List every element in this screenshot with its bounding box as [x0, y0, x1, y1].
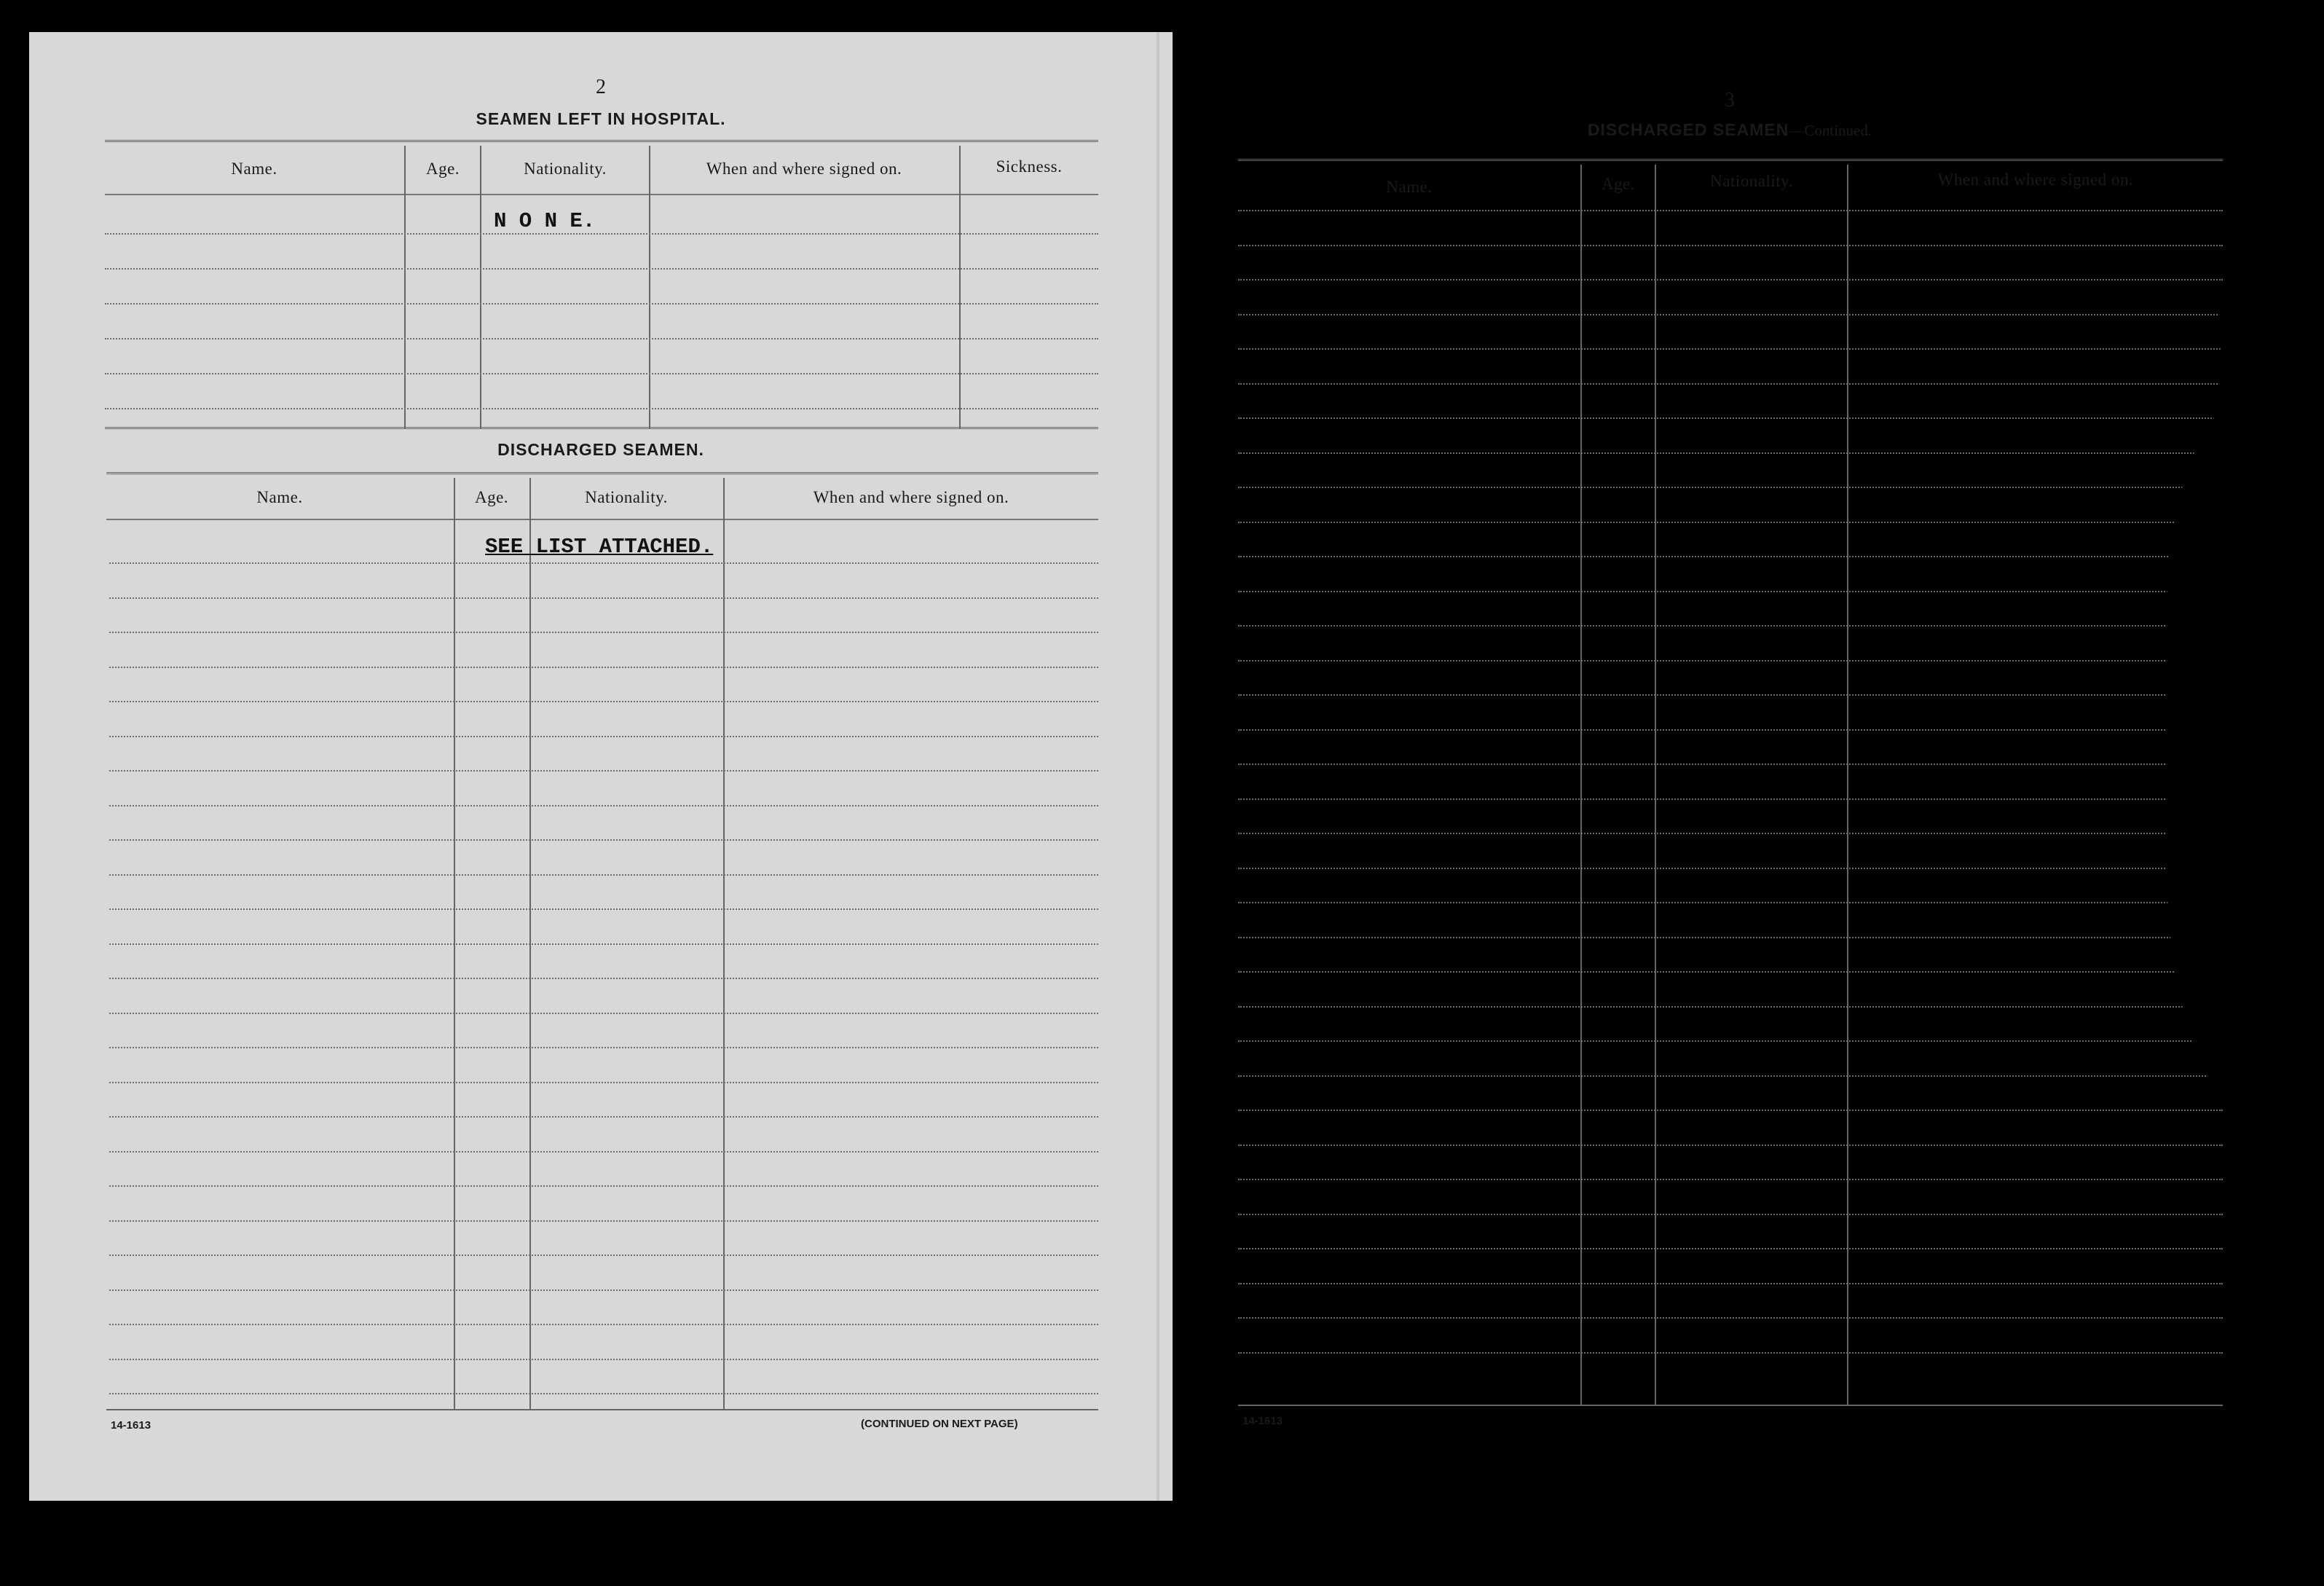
ruled-line [109, 1289, 1098, 1291]
ruled-line [1238, 1040, 2223, 1042]
ruled-line [109, 597, 1098, 599]
discharged-table-bottom-border [106, 1409, 1098, 1410]
hospital-col-sickness: Sickness. [996, 157, 1063, 176]
ruled-line [105, 338, 1098, 339]
ruled-line [1238, 279, 2223, 280]
ruled-line [1238, 417, 2223, 419]
ruled-line [109, 770, 1098, 772]
ruled-line [1238, 1317, 2223, 1319]
hospital-col-age: Age. [425, 160, 460, 178]
ruled-line [109, 1324, 1098, 1325]
ruled-line [109, 1393, 1098, 1394]
ruled-line [1238, 383, 2223, 385]
continued-note: (CONTINUED ON NEXT PAGE) [861, 1418, 1018, 1430]
ruled-line [109, 805, 1098, 806]
ruled-line [109, 1255, 1098, 1256]
ruled-line [109, 667, 1098, 668]
ruled-line [1238, 1075, 2223, 1077]
right-col-divider [1580, 165, 1582, 1405]
hospital-table-top-border [105, 140, 1098, 144]
hospital-col-signed-on: When and where signed on. [706, 160, 902, 178]
right-col-divider [1847, 165, 1848, 1405]
ruled-line [1238, 971, 2223, 973]
ruled-line [109, 1047, 1098, 1048]
ruled-line [1238, 868, 2223, 869]
discharged-section-title: DISCHARGED SEAMEN. [497, 440, 704, 459]
ruled-line [1238, 591, 2223, 592]
ruled-line [105, 233, 1098, 235]
ruled-line [1238, 798, 2223, 800]
discharged-table-top-border [106, 472, 1098, 476]
page-fold [1157, 32, 1159, 1501]
ruled-line [1238, 1145, 2223, 1146]
torn-edge-upper [2218, 321, 2290, 423]
discharged-col-nationality: Nationality. [585, 488, 668, 506]
hospital-col-divider [959, 146, 961, 428]
ruled-line [1238, 1214, 2223, 1215]
ruled-line [1238, 556, 2223, 557]
right-col-signed-on: When and where signed on. [1937, 170, 2134, 189]
ruled-line [1238, 1006, 2223, 1008]
hospital-entry-none: N O N E. [494, 209, 596, 233]
ruled-line [109, 1220, 1098, 1222]
hospital-header-underline [105, 194, 1098, 195]
hospital-section-title: SEAMEN LEFT IN HOSPITAL. [476, 109, 726, 128]
ruled-line [1238, 522, 2223, 523]
discharged-entry-see-list: SEE LIST ATTACHED. [485, 535, 714, 559]
ruled-line [109, 1185, 1098, 1187]
ruled-line [109, 1151, 1098, 1153]
ruled-line [1238, 1110, 2223, 1111]
ruled-line [1238, 625, 2223, 627]
ruled-line [1238, 1283, 2223, 1284]
ruled-line [1238, 348, 2223, 350]
ruled-line [1238, 1179, 2223, 1180]
torn-edge [2167, 393, 2290, 1129]
ruled-line [105, 303, 1098, 305]
ruled-line [109, 1082, 1098, 1083]
ruled-line [109, 1359, 1098, 1360]
ruled-line [109, 978, 1098, 979]
ruled-line [1238, 314, 2223, 315]
ruled-line [1238, 210, 2223, 211]
hospital-col-divider [480, 146, 481, 428]
ruled-line [109, 632, 1098, 633]
ruled-line [105, 268, 1098, 270]
left-form-number: 14-1613 [111, 1419, 151, 1432]
discharged-col-signed-on: When and where signed on. [813, 488, 1009, 506]
ruled-line [1238, 1248, 2223, 1249]
ruled-line [109, 874, 1098, 876]
right-col-name: Name. [1386, 178, 1433, 196]
ruled-line [109, 1013, 1098, 1014]
ruled-line [105, 373, 1098, 374]
punch-hole [2229, 1122, 2264, 1158]
ruled-line [1238, 729, 2223, 731]
ruled-line [1238, 694, 2223, 696]
hospital-col-divider [404, 146, 406, 428]
ruled-line [109, 839, 1098, 841]
discharged-col-name: Name. [256, 488, 303, 506]
ruled-line [1238, 833, 2223, 834]
ruled-line [1238, 245, 2223, 246]
ruled-line [109, 562, 1098, 564]
punch-hole [2217, 290, 2250, 325]
right-col-nationality: Nationality. [1710, 172, 1793, 190]
ruled-line [1238, 902, 2223, 903]
ruled-line [1238, 1352, 2223, 1354]
ruled-line [109, 908, 1098, 910]
discharged-header-underline [106, 519, 1098, 520]
ruled-line [109, 1116, 1098, 1118]
right-col-divider [1655, 165, 1656, 1405]
right-form-number: 14-1613 [1242, 1415, 1283, 1427]
right-section-title-main: DISCHARGED SEAMEN [1587, 120, 1789, 139]
ruled-line [1238, 487, 2223, 488]
left-page [29, 32, 1173, 1501]
punch-hole [2218, 171, 2253, 213]
hospital-col-divider [649, 146, 650, 428]
discharged-col-age: Age. [474, 488, 509, 506]
ruled-line [1238, 937, 2223, 938]
right-section-title [1515, 120, 1945, 140]
hospital-col-name: Name. [231, 160, 277, 178]
right-page-number: 3 [1725, 89, 1735, 111]
ruled-line [109, 736, 1098, 737]
ruled-line [105, 408, 1098, 409]
ruled-line [1238, 452, 2223, 454]
right-table-top-border [1238, 159, 2223, 163]
ruled-line [109, 701, 1098, 702]
right-table-bottom-border [1238, 1405, 2223, 1406]
ruled-line [109, 943, 1098, 945]
ruled-line [1238, 763, 2223, 765]
hospital-table-bottom-border [105, 427, 1098, 431]
ruled-line [1238, 660, 2223, 662]
right-col-age: Age. [1601, 175, 1636, 193]
right-section-title-suffix: —Continued. [1789, 122, 1872, 139]
hospital-col-nationality: Nationality. [524, 160, 607, 178]
left-page-number: 2 [596, 76, 606, 98]
